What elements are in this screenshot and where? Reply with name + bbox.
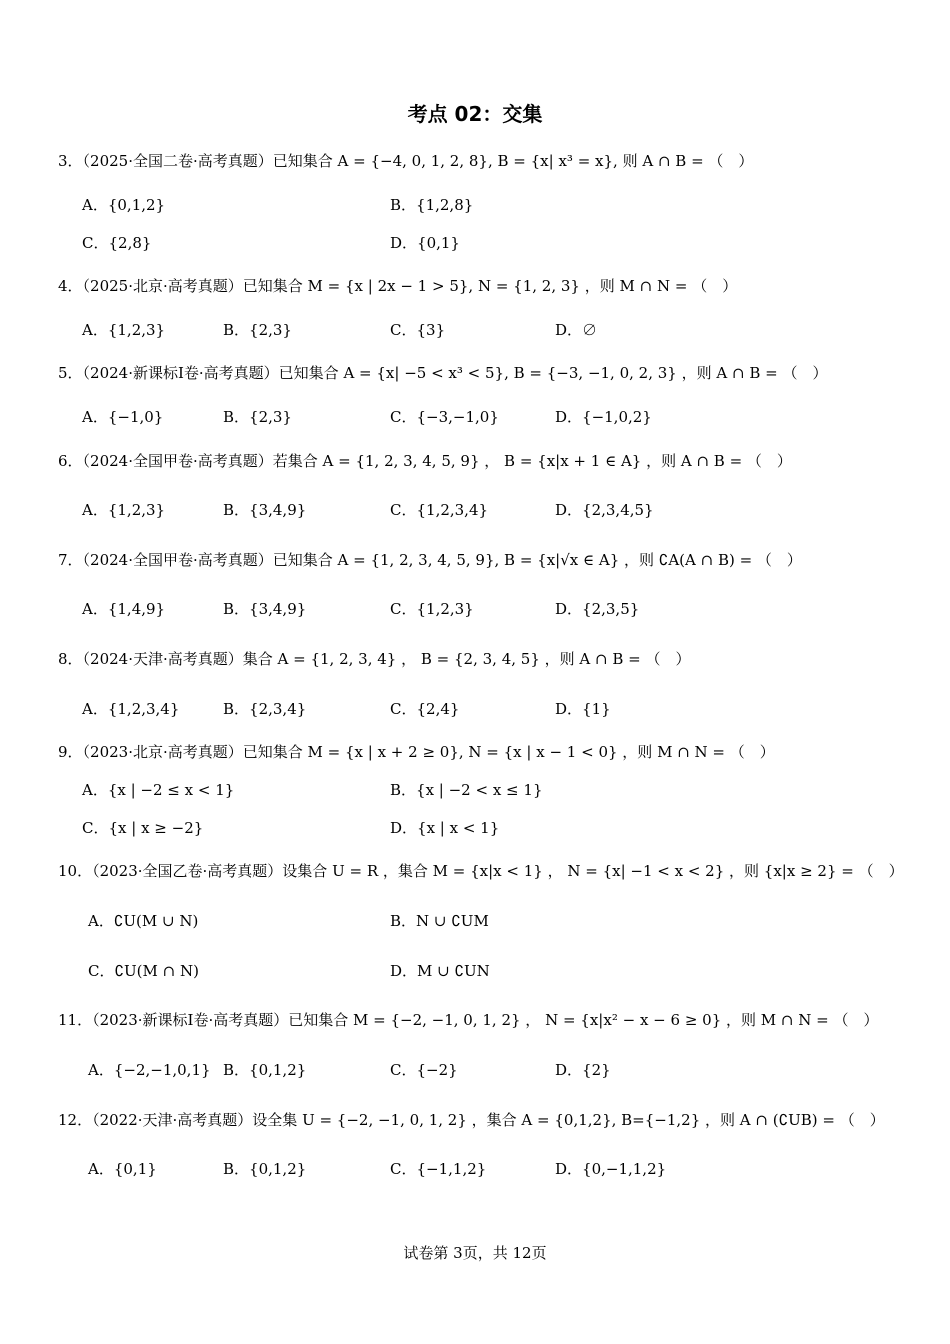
question-8-option-b[interactable]: B．{2,3,4} (223, 700, 307, 718)
question-7-stem: 7．（2024·全国甲卷·高考真题）已知集合 A = {1, 2, 3, 4, 5, 9}, B = {x|√x ∈ A} ，则 ∁A(A ∩ B) = （ ） (58, 551, 802, 569)
question-9-option-d[interactable]: D．{x | x < 1} (390, 819, 500, 837)
question-9-option-c[interactable]: C．{x | x ≥ −2} (82, 819, 204, 837)
question-12-option-a[interactable]: A．{0,1} (88, 1160, 157, 1178)
question-3-option-d[interactable]: D．{0,1} (390, 234, 460, 252)
question-5-stem: 5．（2024·新课标Ⅰ卷·高考真题）已知集合 A = {x| −5 < x³ < 5}, B = {−3, −1, 0, 2, 3} ，则 A ∩ B = （ ） (58, 364, 828, 382)
page-title: 考点 02：交集 (407, 102, 543, 126)
question-12-option-c[interactable]: C．{−1,1,2} (390, 1160, 487, 1178)
question-6-option-c[interactable]: C．{1,2,3,4} (390, 501, 489, 519)
question-6-option-a[interactable]: A．{1,2,3} (82, 501, 166, 519)
question-6-option-d[interactable]: D．{2,3,4,5} (555, 501, 654, 519)
question-7-option-a[interactable]: A．{1,4,9} (82, 600, 166, 618)
question-10-option-c[interactable]: C．∁U(M ∩ N) (88, 962, 199, 980)
question-5-option-b[interactable]: B．{2,3} (223, 408, 292, 426)
question-9-option-b[interactable]: B．{x | −2 < x ≤ 1} (390, 781, 543, 799)
question-10-option-d[interactable]: D．M ∪ ∁UN (390, 962, 490, 980)
question-11-option-c[interactable]: C．{−2} (390, 1061, 458, 1079)
question-12-stem: 12．（2022·天津·高考真题）设全集 U = {−2, −1, 0, 1, 2} ，集合 A = {0,1,2}, B={−1,2} ，则 A ∩ (∁UB) = （ ） (58, 1111, 885, 1129)
question-3-option-a[interactable]: A．{0,1,2} (82, 196, 166, 214)
question-5-option-d[interactable]: D．{−1,0,2} (555, 408, 652, 426)
question-4-option-a[interactable]: A．{1,2,3} (82, 321, 166, 339)
question-8-option-d[interactable]: D．{1} (555, 700, 611, 718)
question-8-option-c[interactable]: C．{2,4} (390, 700, 460, 718)
question-4-option-c[interactable]: C．{3} (390, 321, 446, 339)
question-4-option-b[interactable]: B．{2,3} (223, 321, 292, 339)
question-3-stem: 3．（2025·全国二卷·高考真题）已知集合 A = {−4, 0, 1, 2, 8}, B = {x| x³ = x}, 则 A ∩ B = （ ） (58, 152, 754, 170)
question-5-option-c[interactable]: C．{−3,−1,0} (390, 408, 499, 426)
question-9-option-a[interactable]: A．{x | −2 ≤ x < 1} (82, 781, 235, 799)
question-10-option-b[interactable]: B．N ∪ ∁UM (390, 912, 489, 930)
question-6-option-b[interactable]: B．{3,4,9} (223, 501, 307, 519)
question-5-option-a[interactable]: A．{−1,0} (82, 408, 164, 426)
question-9-stem: 9．（2023·北京·高考真题）已知集合 M = {x | x + 2 ≥ 0}, N = {x | x − 1 < 0} ，则 M ∩ N = （ ） (58, 743, 775, 761)
question-10-option-a[interactable]: A．∁U(M ∪ N) (88, 912, 199, 930)
question-11-option-d[interactable]: D．{2} (555, 1061, 611, 1079)
question-12-option-d[interactable]: D．{0,−1,1,2} (555, 1160, 667, 1178)
question-8-stem: 8．（2024·天津·高考真题）集合 A = {1, 2, 3, 4} ， B = {2, 3, 4, 5} ，则 A ∩ B = （ ） (58, 650, 691, 668)
question-12-option-b[interactable]: B．{0,1,2} (223, 1160, 307, 1178)
question-11-option-a[interactable]: A．{−2,−1,0,1} (88, 1061, 211, 1079)
question-7-option-b[interactable]: B．{3,4,9} (223, 600, 307, 618)
question-11-stem: 11．（2023·新课标Ⅰ卷·高考真题）已知集合 M = {−2, −1, 0, 1, 2} ， N = {x|x² − x − 6 ≥ 0} ，则 M ∩ N = （ ） (58, 1011, 879, 1029)
question-3-option-c[interactable]: C．{2,8} (82, 234, 152, 252)
question-11-option-b[interactable]: B．{0,1,2} (223, 1061, 307, 1079)
page-footer: 试卷第 3页，共 12页 (403, 1244, 547, 1262)
question-7-option-c[interactable]: C．{1,2,3} (390, 600, 474, 618)
question-3-option-b[interactable]: B．{1,2,8} (390, 196, 474, 214)
question-10-stem: 10．（2023·全国乙卷·高考真题）设集合 U = R ，集合 M = {x|x < 1} ， N = {x| −1 < x < 2} ，则 {x|x ≥ 2} = （ ） (58, 862, 904, 880)
question-8-option-a[interactable]: A．{1,2,3,4} (82, 700, 180, 718)
question-4-option-d[interactable]: D．∅ (555, 321, 598, 339)
question-7-option-d[interactable]: D．{2,3,5} (555, 600, 640, 618)
question-4-stem: 4．（2025·北京·高考真题）已知集合 M = {x | 2x − 1 > 5}, N = {1, 2, 3} ，则 M ∩ N = （ ） (58, 277, 738, 295)
question-6-stem: 6．（2024·全国甲卷·高考真题）若集合 A = {1, 2, 3, 4, 5, 9} ， B = {x|x + 1 ∈ A} ，则 A ∩ B = （ ） (58, 452, 792, 470)
